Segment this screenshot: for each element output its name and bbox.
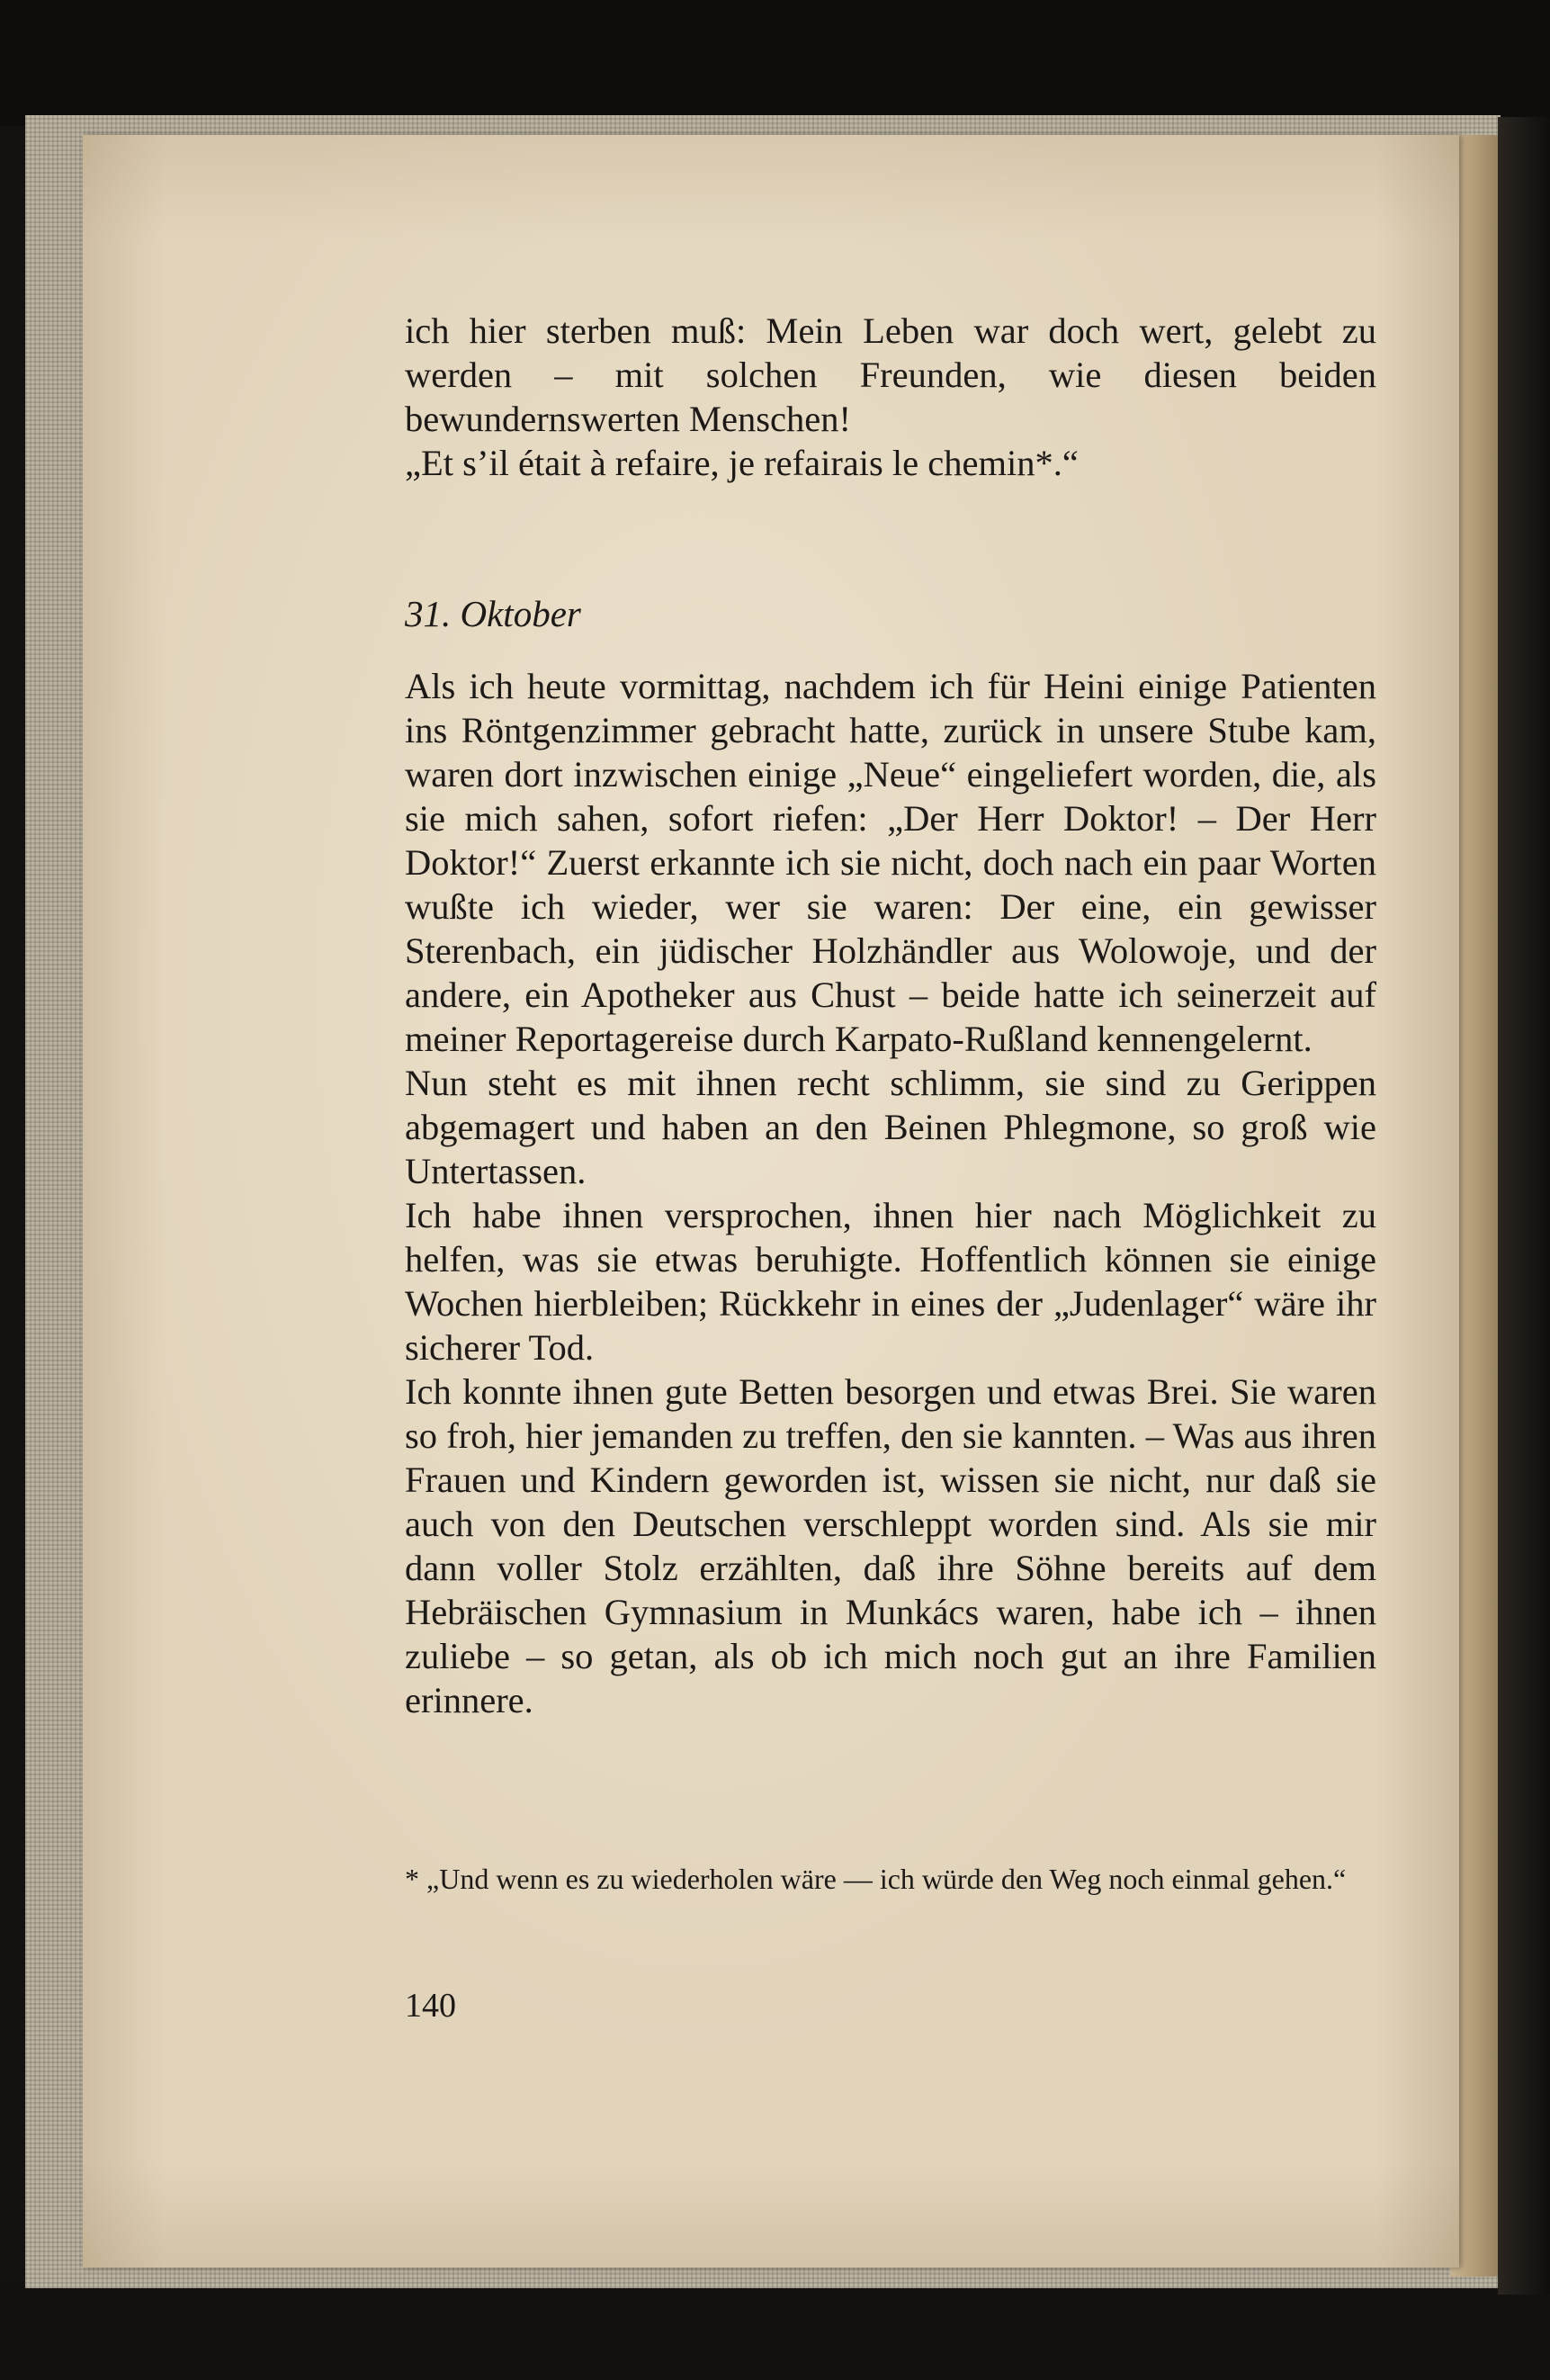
right-backdrop (1498, 117, 1550, 2295)
backdrop-top (0, 0, 1550, 126)
entry-text-block (405, 664, 1376, 1722)
paragraph: Als ich heute vormittag, nachdem ich für Heini einige Patienten ins Röntgenzimmer gebracht hatte, zurück in unsere Stube kam, waren dort inzwischen einige „Neue“ eingeliefert worden, die, als sie mich sahen, sofort riefen: „Der Herr Doktor! – Der Herr Doktor!“ Zuerst erkannte ich sie nicht, doch nach ein paar Worten wußte ich wieder, wer sie waren: Der eine, ein gewisser Sterenbach, ein jüdischer Holzhändler aus Wolowoje, und der andere, ein Apotheker aus Chust – beide hatte ich seinerzeit auf meiner Reportagereise durch Karpato-Rußland kennengelernt. (405, 666, 1376, 1059)
paragraph: ich hier sterben muß: Mein Leben war doch wert, gelebt zu werden – mit solchen Freunden, wie diesen beiden bewundernswerten Menschen! (405, 310, 1376, 439)
paragraph: Ich konnte ihnen gute Betten besorgen und etwas Brei. Sie waren so froh, hier jemanden zu treffen, den sie kannten. – Was aus ihren Frauen und Kindern geworden ist, wissen sie nicht, nur daß sie auch von den Deutschen verschleppt worden sind. Als sie mir dann voller Stolz erzählten, daß ihre Söhne bereits auf dem Hebräischen Gymnasium in Munkács waren, habe ich – ihnen zuliebe – so getan, als ob ich mich noch gut an ihre Familien erinnere. (405, 1371, 1376, 1720)
date-heading: 31. Oktober (405, 593, 581, 634)
quote-paragraph: „Et s’il était à refaire, je refairais le chemin*.“ (405, 443, 1079, 483)
footnote: * „Und wenn es zu wiederholen wäre — ich würde den Weg noch einmal gehen.“ (405, 1863, 1347, 1895)
backdrop-bottom (0, 2281, 1550, 2380)
paragraph: Nun steht es mit ihnen recht schlimm, sie sind zu Gerippen abgemagert und haben an den Beinen Phlegmone, so groß wie Untertassen. (405, 1063, 1376, 1191)
page-number: 140 (405, 1987, 456, 2025)
paragraph: Ich habe ihnen versprochen, ihnen hier nach Möglichkeit zu helfen, was sie etwas beruhigte. Hoffentlich können sie einige Wochen hierbleiben; Rückkehr in eines der „Judenlager“ wäre ihr sicherer Tod. (405, 1195, 1376, 1368)
top-text-block (405, 309, 1376, 485)
